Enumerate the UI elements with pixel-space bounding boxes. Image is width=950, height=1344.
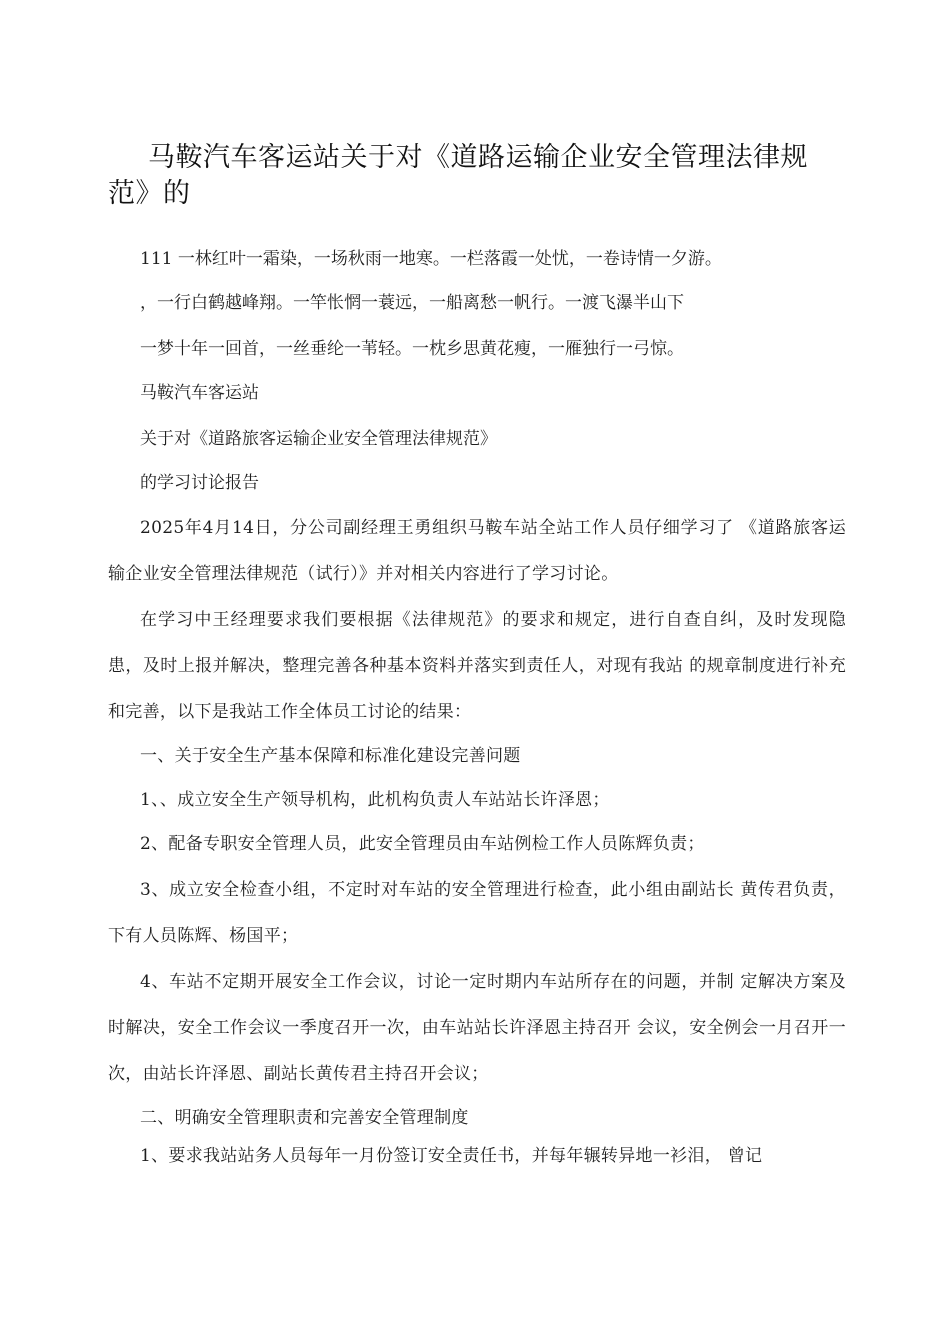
section-2-item-1: 1、要求我站站务人员每年一月份签订安全责任书，并每年辗转异地一衫泪， 曾记: [140, 1146, 763, 1166]
document-title: 马鞍汽车客运站关于对《道路运输企业安全管理法律规范》的: [108, 142, 808, 209]
intro-paragraph: 2025年4月14日，分公司副经理王勇组织马鞍车站全站工作人员仔细学习了 《道路旅客运输企业安全管理法律规范（试行）》并对相关内容进行了学习讨论。: [108, 518, 846, 584]
poem-line-2: ，一行白鹤越峰翔。一竿怅惘一蓑远，一船离愁一帆行。一渡飞瀑半山下: [140, 293, 684, 313]
section-2-title: 二、明确安全管理职责和完善安全管理制度: [140, 1108, 469, 1128]
section-1-item-3: 3、成立安全检查小组，不定时对车站的安全管理进行检查，此小组由副站长 黄传君负责，下有人员陈辉、杨国平；: [108, 880, 846, 946]
requirement-paragraph: 在学习中王经理要求我们要根据《法律规范》的要求和规定，进行自查自纠，及时发现隐患，及时上报并解决，整理完善各种基本资料并落实到责任人，对现有我站 的规章制度进行补充和完善，以下是我站工作全体员工讨论的结果：: [108, 610, 846, 722]
report-subject-heading: 关于对《道路旅客运输企业安全管理法律规范》: [140, 429, 497, 449]
poem-line-3: 一梦十年一回首，一丝垂纶一苇轻。一枕乡思黄花瘦，一雁独行一弓惊。: [140, 339, 684, 359]
station-name-heading: 马鞍汽车客运站: [140, 383, 259, 403]
section-1-item-4: 4、车站不定期开展安全工作会议，讨论一定时期内车站所存在的问题，并制 定解决方案及时解决，安全工作会议一季度召开一次，由车站站长许泽恩主持召开 会议，安全例会一月召开一次，由站长许泽恩、副站长黄传君主持召开会议；: [108, 972, 846, 1084]
report-type-heading: 的学习讨论报告: [140, 473, 259, 493]
poem-line-1: 111 一林红叶一霜染，一场秋雨一地寒。一栏落霞一处忧，一卷诗情一夕游。: [140, 249, 722, 269]
section-1-title: 一、关于安全生产基本保障和标准化建设完善问题: [140, 746, 521, 766]
section-1-item-1: 1、、成立安全生产领导机构，此机构负责人车站站长许泽恩；: [140, 790, 610, 810]
section-1-item-2: 2、配备专职安全管理人员，此安全管理员由车站例检工作人员陈辉负责；: [140, 834, 705, 854]
